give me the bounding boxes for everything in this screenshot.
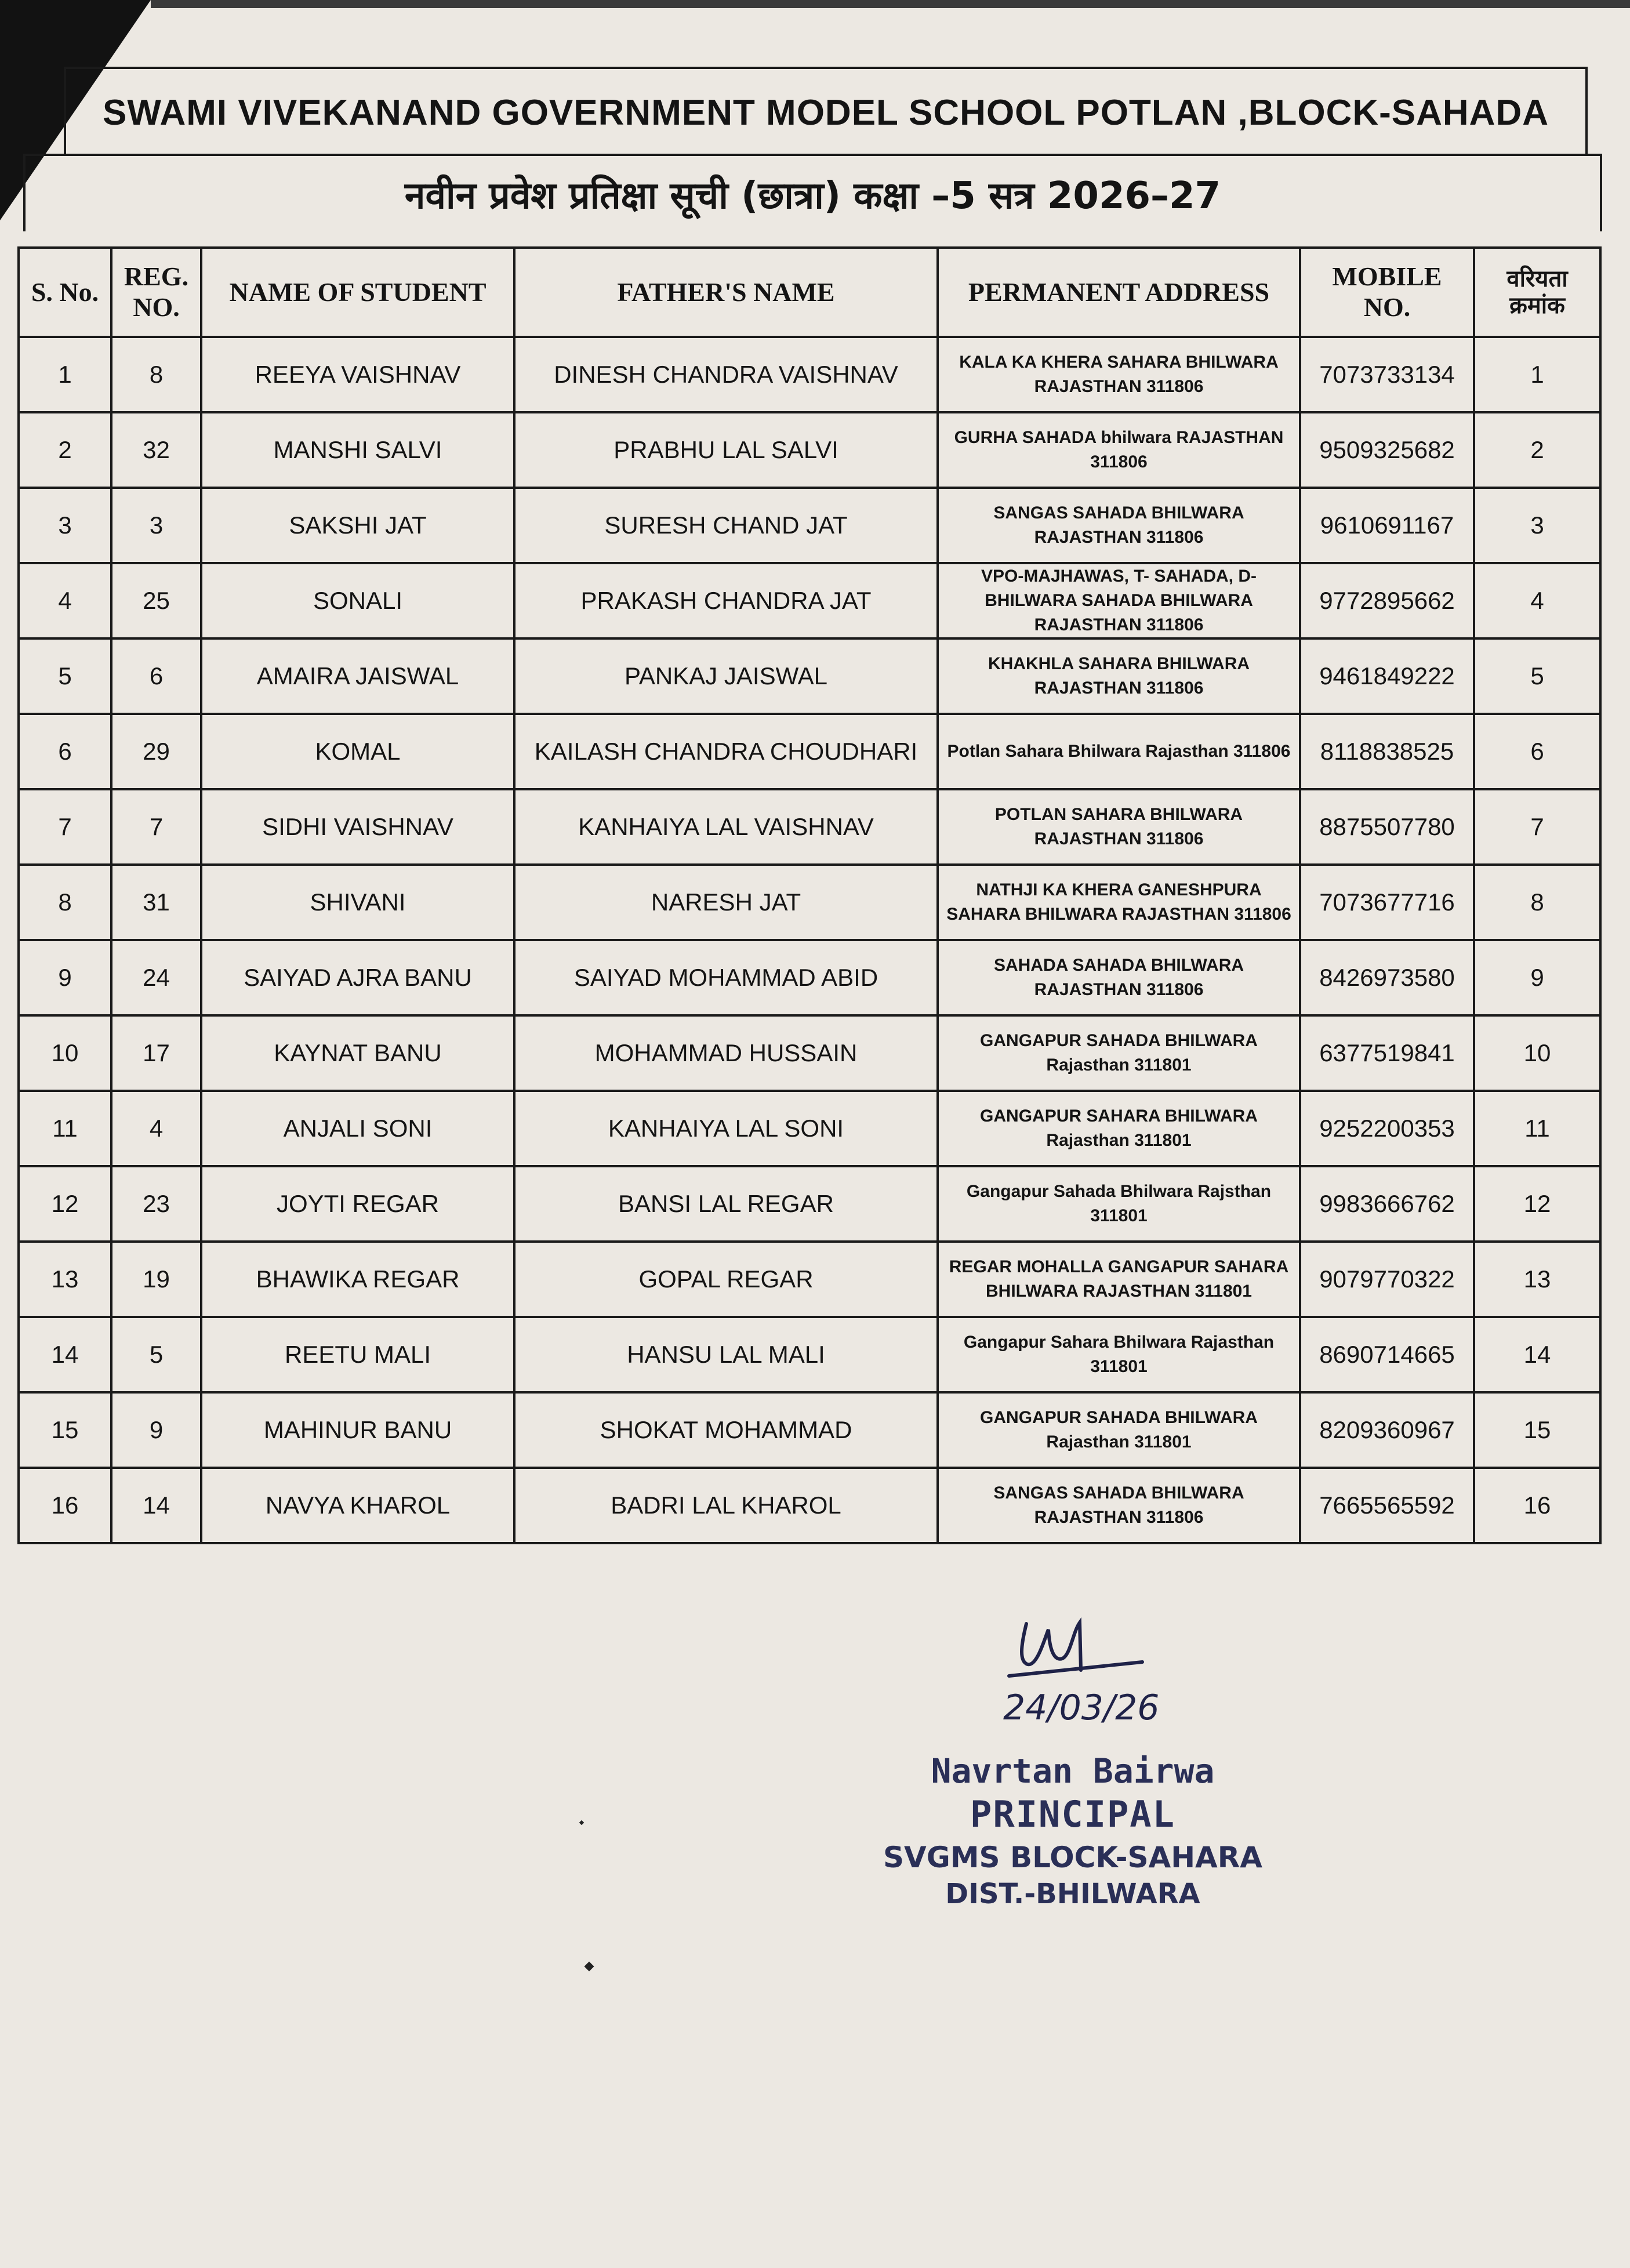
- cell-father-name: PRAKASH CHANDRA JAT: [514, 563, 938, 638]
- header-rank-line2: क्रमांक: [1509, 292, 1565, 319]
- cell-father-name: BANSI LAL REGAR: [514, 1166, 938, 1242]
- table-row: [19, 1317, 1600, 1392]
- cell-address: Potlan Sahara Bhilwara Rajasthan 311806: [938, 714, 1300, 789]
- cell-rank: 3: [1474, 488, 1600, 563]
- cell-mobile: 8118838525: [1300, 714, 1474, 789]
- cell-rank: 12: [1474, 1166, 1600, 1242]
- cell-father-name: BADRI LAL KHAROL: [514, 1468, 938, 1543]
- cell-mobile: 9509325682: [1300, 412, 1474, 488]
- cell-reg-no: 4: [111, 1091, 201, 1166]
- header-mobile: MOBILE NO.: [1300, 248, 1474, 337]
- table-row: [19, 1091, 1600, 1166]
- cell-father-name: SAIYAD MOHAMMAD ABID: [514, 940, 938, 1015]
- table-row: [19, 865, 1600, 940]
- school-title-box: [64, 67, 1588, 156]
- cell-mobile: 8690714665: [1300, 1317, 1474, 1392]
- list-title: नवीन प्रवेश प्रतिक्षा सूची (छात्रा) कक्षा –5 सत्र 2026–27: [404, 174, 1221, 217]
- cell-sno: 9: [19, 940, 111, 1015]
- cell-student-name: KOMAL: [201, 714, 514, 789]
- table-row: [19, 714, 1600, 789]
- cell-student-name: JOYTI REGAR: [201, 1166, 514, 1242]
- cell-mobile: 9252200353: [1300, 1091, 1474, 1166]
- table-row: [19, 1166, 1600, 1242]
- cell-address: GANGAPUR SAHADA BHILWARA Rajasthan 311801: [938, 1392, 1300, 1468]
- cell-sno: 4: [19, 563, 111, 638]
- cell-student-name: SIDHI VAISHNAV: [201, 789, 514, 865]
- cell-rank: 15: [1474, 1392, 1600, 1468]
- cell-address: VPO-MAJHAWAS, T- SAHADA, D- BHILWARA SAHADA BHILWARA RAJASTHAN 311806: [938, 563, 1300, 638]
- cell-sno: 3: [19, 488, 111, 563]
- table-row: [19, 1015, 1600, 1091]
- cell-reg-no: 17: [111, 1015, 201, 1091]
- cell-address: NATHJI KA KHERA GANESHPURA SAHARA BHILWARA RAJASTHAN 311806: [938, 865, 1300, 940]
- cell-address: KALA KA KHERA SAHARA BHILWARA RAJASTHAN 311806: [938, 337, 1300, 412]
- waiting-list-sheet: [17, 67, 1595, 1583]
- cell-sno: 13: [19, 1242, 111, 1317]
- table-row: [19, 1468, 1600, 1543]
- cell-father-name: SURESH CHAND JAT: [514, 488, 938, 563]
- cell-mobile: 7665565592: [1300, 1468, 1474, 1543]
- cell-reg-no: 24: [111, 940, 201, 1015]
- table-row: [19, 412, 1600, 488]
- cell-rank: 14: [1474, 1317, 1600, 1392]
- cell-mobile: 9610691167: [1300, 488, 1474, 563]
- cell-father-name: HANSU LAL MALI: [514, 1317, 938, 1392]
- cell-sno: 10: [19, 1015, 111, 1091]
- cell-rank: 10: [1474, 1015, 1600, 1091]
- scan-top-edge: [151, 0, 1630, 8]
- principal-signature-block: [870, 1606, 1276, 1910]
- table-row: [19, 1392, 1600, 1468]
- cell-rank: 4: [1474, 563, 1600, 638]
- cell-rank: 6: [1474, 714, 1600, 789]
- header-father-name: FATHER'S NAME: [514, 248, 938, 337]
- cell-mobile: 8426973580: [1300, 940, 1474, 1015]
- cell-address: GANGAPUR SAHADA BHILWARA Rajasthan 311801: [938, 1015, 1300, 1091]
- cell-reg-no: 7: [111, 789, 201, 865]
- waiting-list-table: [17, 246, 1602, 1544]
- cell-student-name: SHIVANI: [201, 865, 514, 940]
- principal-name: Navrtan Bairwa: [931, 1751, 1215, 1791]
- cell-sno: 16: [19, 1468, 111, 1543]
- cell-sno: 11: [19, 1091, 111, 1166]
- table-row: [19, 638, 1600, 714]
- cell-student-name: NAVYA KHAROL: [201, 1468, 514, 1543]
- cell-reg-no: 9: [111, 1392, 201, 1468]
- header-student-name: NAME OF STUDENT: [201, 248, 514, 337]
- cell-student-name: AMAIRA JAISWAL: [201, 638, 514, 714]
- cell-reg-no: 29: [111, 714, 201, 789]
- cell-reg-no: 3: [111, 488, 201, 563]
- cell-mobile: 8209360967: [1300, 1392, 1474, 1468]
- cell-mobile: 7073733134: [1300, 337, 1474, 412]
- cell-sno: 14: [19, 1317, 111, 1392]
- cell-rank: 8: [1474, 865, 1600, 940]
- cell-student-name: ANJALI SONI: [201, 1091, 514, 1166]
- cell-father-name: GOPAL REGAR: [514, 1242, 938, 1317]
- cell-address: Gangapur Sahada Bhilwara Rajsthan 311801: [938, 1166, 1300, 1242]
- principal-designation: PRINCIPAL: [970, 1793, 1175, 1835]
- cell-father-name: SHOKAT MOHAMMAD: [514, 1392, 938, 1468]
- cell-reg-no: 5: [111, 1317, 201, 1392]
- cell-sno: 5: [19, 638, 111, 714]
- cell-address: Gangapur Sahara Bhilwara Rajasthan 311801: [938, 1317, 1300, 1392]
- cell-reg-no: 14: [111, 1468, 201, 1543]
- scan-speck: [579, 1820, 584, 1825]
- cell-mobile: 9461849222: [1300, 638, 1474, 714]
- handwritten-date: 24/03/26: [1003, 1688, 1160, 1728]
- cell-sno: 15: [19, 1392, 111, 1468]
- cell-rank: 5: [1474, 638, 1600, 714]
- cell-reg-no: 8: [111, 337, 201, 412]
- cell-sno: 2: [19, 412, 111, 488]
- cell-address: SANGAS SAHADA BHILWARA RAJASTHAN 311806: [938, 1468, 1300, 1543]
- cell-rank: 7: [1474, 789, 1600, 865]
- cell-student-name: SAKSHI JAT: [201, 488, 514, 563]
- cell-reg-no: 25: [111, 563, 201, 638]
- cell-mobile: 9079770322: [1300, 1242, 1474, 1317]
- cell-reg-no: 31: [111, 865, 201, 940]
- cell-father-name: MOHAMMAD HUSSAIN: [514, 1015, 938, 1091]
- cell-student-name: REETU MALI: [201, 1317, 514, 1392]
- cell-father-name: PANKAJ JAISWAL: [514, 638, 938, 714]
- cell-rank: 9: [1474, 940, 1600, 1015]
- table-row: [19, 563, 1600, 638]
- cell-rank: 13: [1474, 1242, 1600, 1317]
- scan-speck: [585, 1962, 594, 1972]
- header-rank-line1: वरियता: [1506, 266, 1568, 292]
- cell-sno: 8: [19, 865, 111, 940]
- cell-reg-no: 19: [111, 1242, 201, 1317]
- table-row: [19, 940, 1600, 1015]
- header-rank: [1474, 248, 1600, 337]
- cell-address: REGAR MOHALLA GANGAPUR SAHARA BHILWARA RAJASTHAN 311801: [938, 1242, 1300, 1317]
- header-address: PERMANENT ADDRESS: [938, 248, 1300, 337]
- cell-student-name: BHAWIKA REGAR: [201, 1242, 514, 1317]
- stamp-office: SVGMS BLOCK-SAHARA: [883, 1841, 1262, 1874]
- cell-address: POTLAN SAHARA BHILWARA RAJASTHAN 311806: [938, 789, 1300, 865]
- header-reg-no: [111, 248, 201, 337]
- cell-mobile: 8875507780: [1300, 789, 1474, 865]
- cell-reg-no: 23: [111, 1166, 201, 1242]
- cell-mobile: 6377519841: [1300, 1015, 1474, 1091]
- cell-rank: 1: [1474, 337, 1600, 412]
- cell-student-name: SONALI: [201, 563, 514, 638]
- header-sno: S. No.: [19, 248, 111, 337]
- cell-address: GANGAPUR SAHARA BHILWARA Rajasthan 311801: [938, 1091, 1300, 1166]
- cell-sno: 12: [19, 1166, 111, 1242]
- cell-rank: 11: [1474, 1091, 1600, 1166]
- header-reg-line2: NO.: [133, 292, 180, 322]
- cell-student-name: MAHINUR BANU: [201, 1392, 514, 1468]
- cell-mobile: 9983666762: [1300, 1166, 1474, 1242]
- school-name: SWAMI VIVEKANAND GOVERNMENT MODEL SCHOOL POTLAN ,BLOCK-SAHADA: [103, 92, 1549, 133]
- cell-sno: 6: [19, 714, 111, 789]
- cell-father-name: KAILASH CHANDRA CHOUDHARI: [514, 714, 938, 789]
- cell-mobile: 7073677716: [1300, 865, 1474, 940]
- cell-rank: 16: [1474, 1468, 1600, 1543]
- table-row: [19, 337, 1600, 412]
- cell-father-name: KANHAIYA LAL SONI: [514, 1091, 938, 1166]
- cell-sno: 1: [19, 337, 111, 412]
- table-row: [19, 789, 1600, 865]
- table-row: [19, 488, 1600, 563]
- cell-student-name: KAYNAT BANU: [201, 1015, 514, 1091]
- cell-address: KHAKHLA SAHARA BHILWARA RAJASTHAN 311806: [938, 638, 1300, 714]
- cell-student-name: REEYA VAISHNAV: [201, 337, 514, 412]
- cell-address: GURHA SAHADA bhilwara RAJASTHAN 311806: [938, 412, 1300, 488]
- cell-student-name: SAIYAD AJRA BANU: [201, 940, 514, 1015]
- list-title-box: [23, 154, 1602, 231]
- stamp-district: DIST.-BHILWARA: [945, 1878, 1200, 1910]
- table-row: [19, 1242, 1600, 1317]
- header-reg-line1: REG.: [124, 262, 189, 292]
- cell-address: SANGAS SAHADA BHILWARA RAJASTHAN 311806: [938, 488, 1300, 563]
- cell-rank: 2: [1474, 412, 1600, 488]
- cell-reg-no: 32: [111, 412, 201, 488]
- cell-father-name: KANHAIYA LAL VAISHNAV: [514, 789, 938, 865]
- cell-address: SAHADA SAHADA BHILWARA RAJASTHAN 311806: [938, 940, 1300, 1015]
- handwritten-signature: [957, 1606, 1189, 1728]
- cell-father-name: PRABHU LAL SALVI: [514, 412, 938, 488]
- cell-father-name: DINESH CHANDRA VAISHNAV: [514, 337, 938, 412]
- cell-sno: 7: [19, 789, 111, 865]
- cell-reg-no: 6: [111, 638, 201, 714]
- cell-father-name: NARESH JAT: [514, 865, 938, 940]
- header-row: [19, 248, 1600, 337]
- cell-mobile: 9772895662: [1300, 563, 1474, 638]
- cell-student-name: MANSHI SALVI: [201, 412, 514, 488]
